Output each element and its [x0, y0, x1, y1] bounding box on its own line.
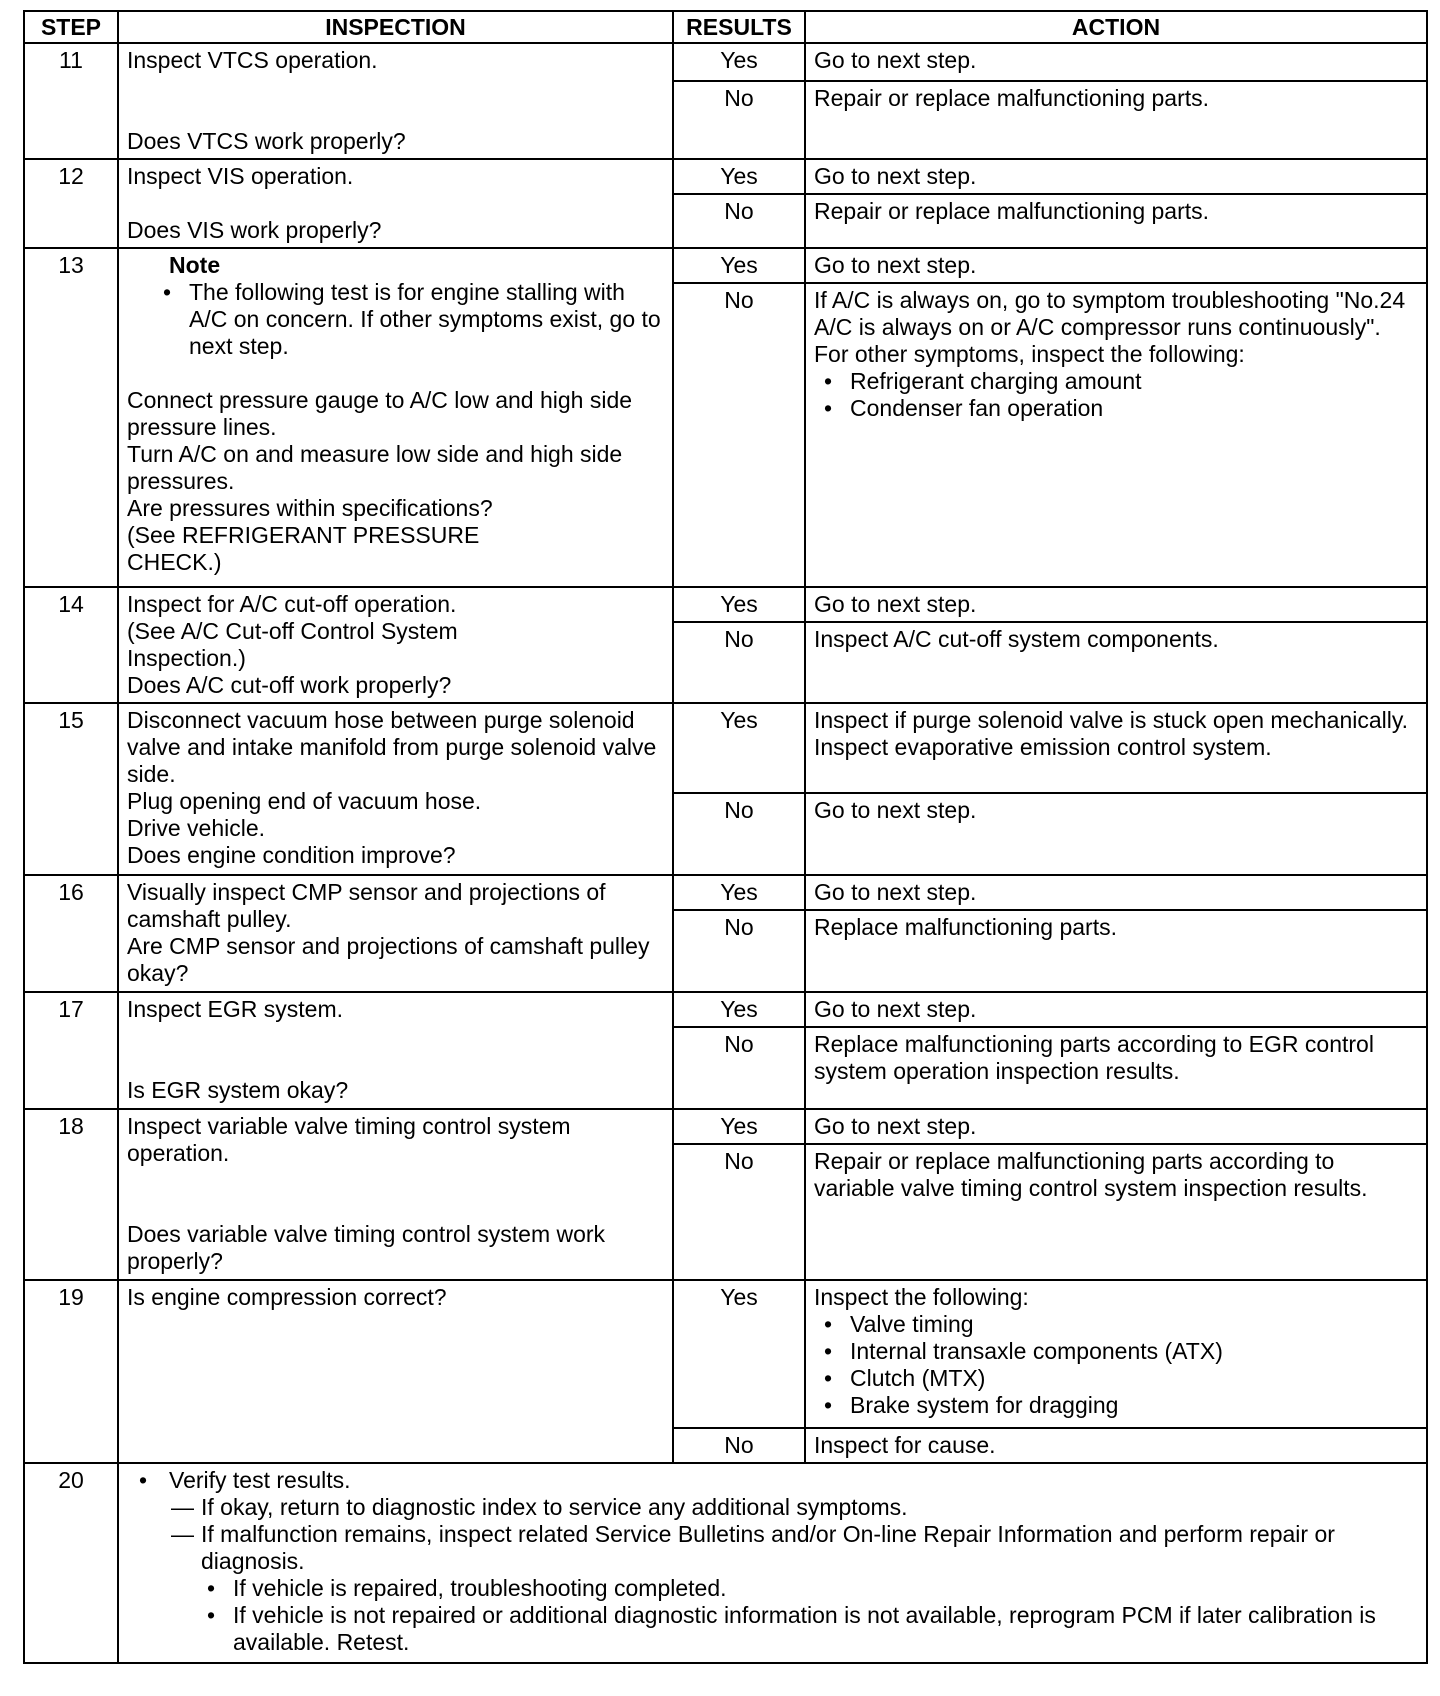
step-13-yes-row: [24, 248, 1427, 283]
result-yes: Yes: [673, 1280, 805, 1428]
inspection-line: Inspect VIS operation.: [127, 163, 354, 189]
result-no: No: [673, 81, 805, 159]
step-12-yes-row: [24, 159, 1427, 194]
inspection-line: Does VTCS work properly?: [127, 128, 406, 154]
step-number: 14: [24, 587, 118, 703]
step-number: 11: [24, 43, 118, 159]
action-no: Repair or replace malfunctioning parts.: [805, 81, 1427, 159]
header-inspection: INSPECTION: [118, 11, 673, 43]
step-17-yes-row: [24, 992, 1427, 1027]
note-item: • The following test is for engine stalling with A/C on concern. If other symptoms exist, go to next step.: [163, 279, 664, 360]
dash-text: If okay, return to diagnostic index to service any additional symptoms.: [201, 1494, 908, 1520]
result-no: No: [673, 1428, 805, 1463]
step-number: 15: [24, 703, 118, 875]
inspection-cell: [118, 159, 673, 248]
result-no: No: [673, 194, 805, 248]
note-heading: Note: [169, 252, 221, 278]
step-16-yes-row: [24, 875, 1427, 910]
result-yes: Yes: [673, 43, 805, 81]
dash-text: If malfunction remains, inspect related Service Bulletins and/or On-line Repair Information and perform repair or diagnosis.: [201, 1521, 1335, 1574]
sub-bullet: • If vehicle is repaired, troubleshooting completed.: [207, 1575, 1418, 1602]
inspection-line: Connect pressure gauge to A/C low and high side pressure lines.: [127, 387, 633, 440]
action-bullet: • Brake system for dragging: [824, 1392, 1418, 1419]
result-yes: Yes: [673, 703, 805, 793]
inspection-line: Drive vehicle.: [127, 815, 266, 841]
header-results: RESULTS: [673, 11, 805, 43]
header-step: STEP: [24, 11, 118, 43]
inspection-line: Disconnect vacuum hose between purge solenoid valve and intake manifold from purge solenoid valve side.: [127, 707, 657, 787]
action-yes: Go to next step.: [805, 875, 1427, 910]
result-no: No: [673, 283, 805, 587]
action-bullet: • Refrigerant charging amount: [824, 368, 1418, 395]
action-bullet: • Valve timing: [824, 1311, 1418, 1338]
step-number: 20: [24, 1463, 118, 1663]
dash-icon: —: [171, 1521, 194, 1547]
dash-item: [157, 1521, 1418, 1575]
final-bullet-list: [127, 1467, 1418, 1494]
action-bullet-list: [814, 368, 1418, 422]
inspection-line: Inspect variable valve timing control system operation.: [127, 1113, 571, 1166]
action-no: [805, 283, 1427, 587]
result-no: No: [673, 793, 805, 875]
action-bullet: • Condenser fan operation: [824, 395, 1418, 422]
action-no: Repair or replace malfunctioning parts.: [805, 194, 1427, 248]
inspection-cell: [118, 875, 673, 992]
step-number: 17: [24, 992, 118, 1109]
inspection-line: Are pressures within specifications?: [127, 495, 493, 521]
result-yes: Yes: [673, 992, 805, 1027]
inspection-line: Does VIS work properly?: [127, 217, 382, 243]
action-yes: Go to next step.: [805, 248, 1427, 283]
action-yes: [805, 1280, 1427, 1428]
action-yes: Go to next step.: [805, 587, 1427, 622]
inspection-cell: [118, 703, 673, 875]
action-no: Inspect A/C cut-off system components.: [805, 622, 1427, 703]
inspection-line: (See A/C Cut-off Control System Inspection.): [127, 618, 458, 671]
inspection-cell: Is engine compression correct?: [118, 1280, 673, 1463]
step-18-yes-row: [24, 1109, 1427, 1144]
action-bullet: • Internal transaxle components (ATX): [824, 1338, 1418, 1365]
action-yes: Go to next step.: [805, 159, 1427, 194]
header-action: ACTION: [805, 11, 1427, 43]
step-14-yes-row: [24, 587, 1427, 622]
action-no: Inspect for cause.: [805, 1428, 1427, 1463]
action-yes: Go to next step.: [805, 992, 1427, 1027]
step-number: 13: [24, 248, 118, 587]
sub-bullet-list: [127, 1575, 1418, 1656]
inspection-line: Turn A/C on and measure low side and high side pressures.: [127, 441, 623, 494]
result-no: No: [673, 910, 805, 992]
diagnostic-table: [23, 10, 1428, 1664]
result-yes: Yes: [673, 875, 805, 910]
sub-bullet: • If vehicle is not repaired or additional diagnostic information is not available, reprogram PCM if later calibration is available. Retest.: [207, 1602, 1418, 1656]
inspection-line: Does A/C cut-off work properly?: [127, 672, 452, 698]
step-20-row: [24, 1463, 1427, 1663]
final-step-cell: [118, 1463, 1427, 1663]
result-no: No: [673, 1027, 805, 1109]
result-yes: Yes: [673, 159, 805, 194]
step-number: 19: [24, 1280, 118, 1463]
action-bullet-list: [814, 1311, 1418, 1419]
inspection-line: Plug opening end of vacuum hose.: [127, 788, 482, 814]
inspection-line: Is EGR system okay?: [127, 1077, 349, 1103]
inspection-line: Inspect VTCS operation.: [127, 47, 378, 73]
inspection-line: Are CMP sensor and projections of camshaft pulley okay?: [127, 933, 650, 986]
action-yes: [805, 703, 1427, 793]
action-no: Repair or replace malfunctioning parts according to variable valve timing control system inspection results.: [805, 1144, 1427, 1280]
action-line: For other symptoms, inspect the following:: [814, 341, 1245, 367]
action-no: Replace malfunctioning parts according to EGR control system operation inspection results.: [805, 1027, 1427, 1109]
step-number: 16: [24, 875, 118, 992]
inspection-line: Does variable valve timing control system work properly?: [127, 1221, 606, 1274]
result-yes: Yes: [673, 587, 805, 622]
dash-item: [157, 1494, 1418, 1521]
action-yes: Go to next step.: [805, 1109, 1427, 1144]
header-row: [24, 11, 1427, 43]
action-yes: Go to next step.: [805, 43, 1427, 81]
inspection-cell: [118, 1109, 673, 1280]
result-yes: Yes: [673, 1109, 805, 1144]
inspection-line: Inspect EGR system.: [127, 996, 344, 1022]
inspection-line: (See REFRIGERANT PRESSURE CHECK.): [127, 522, 480, 575]
action-no: Replace malfunctioning parts.: [805, 910, 1427, 992]
step-19-yes-row: [24, 1280, 1427, 1428]
result-no: No: [673, 622, 805, 703]
inspection-cell: [118, 43, 673, 159]
action-line: Inspect evaporative emission control system.: [814, 734, 1272, 760]
result-yes: Yes: [673, 248, 805, 283]
action-bullet: • Clutch (MTX): [824, 1365, 1418, 1392]
final-bullet: [139, 1467, 1418, 1494]
step-number: 18: [24, 1109, 118, 1280]
result-no: No: [673, 1144, 805, 1280]
action-line: Inspect if purge solenoid valve is stuck open mechanically.: [814, 707, 1409, 733]
inspection-line: Does engine condition improve?: [127, 842, 456, 868]
final-bullet-text: Verify test results.: [169, 1467, 351, 1493]
inspection-cell: [118, 248, 673, 587]
step-15-yes-row: [24, 703, 1427, 793]
inspection-line: Inspect for A/C cut-off operation.: [127, 591, 457, 617]
note-list: [127, 279, 664, 360]
inspection-cell: [118, 992, 673, 1109]
action-no: Go to next step.: [805, 793, 1427, 875]
inspection-cell: [118, 587, 673, 703]
dash-icon: —: [171, 1494, 194, 1520]
step-number: 12: [24, 159, 118, 248]
action-line: If A/C is always on, go to symptom troubleshooting "No.24 A/C is always on or A/C compressor runs continuously".: [814, 287, 1406, 340]
action-line: Inspect the following:: [814, 1284, 1029, 1310]
inspection-line: Visually inspect CMP sensor and projections of camshaft pulley.: [127, 879, 606, 932]
step-11-yes-row: [24, 43, 1427, 81]
